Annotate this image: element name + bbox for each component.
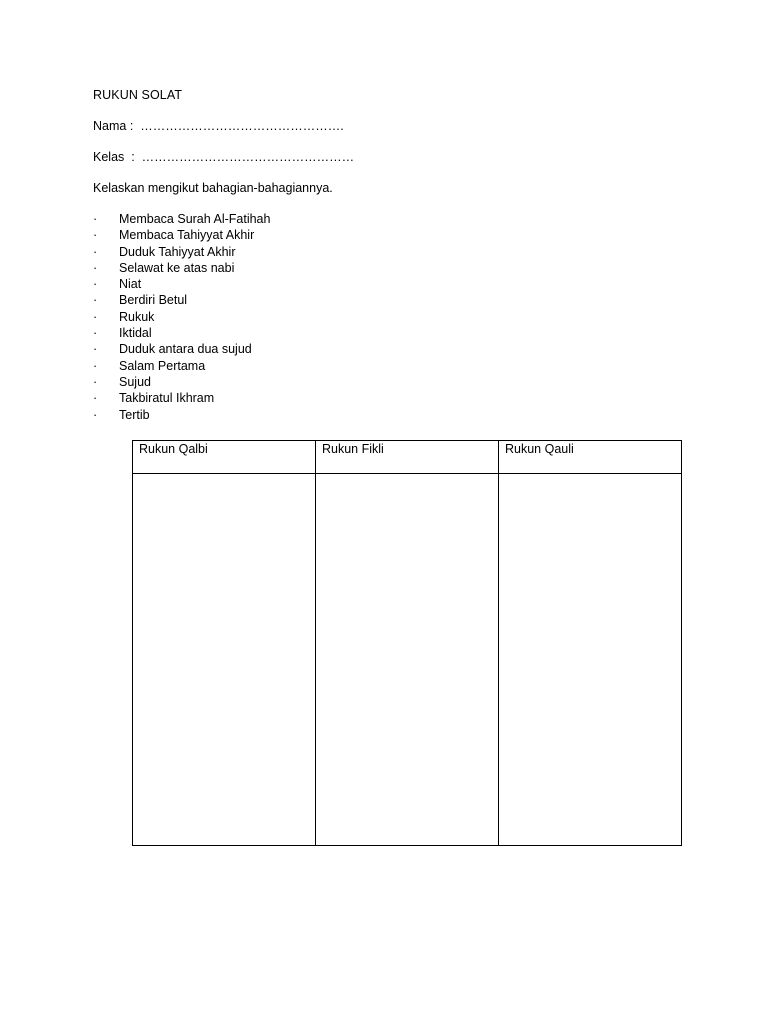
bullet-icon: ·: [93, 228, 98, 243]
list-item-label: Membaca Surah Al-Fatihah: [119, 212, 271, 226]
header-rukun-qauli: Rukun Qauli: [499, 441, 682, 474]
list-item-label: Niat: [119, 277, 142, 292]
bullet-icon: ·: [93, 260, 98, 275]
bullet-icon: ·: [93, 358, 98, 373]
list-item-label: Iktidal: [119, 326, 152, 341]
bullet-icon: ·: [93, 293, 98, 308]
nama-field: Nama : ………………………………………….: [93, 119, 344, 133]
bullet-icon: ·: [93, 326, 98, 341]
list-item-label: Duduk Tahiyyat Akhir: [119, 244, 236, 259]
answer-cell-rukun-qalbi[interactable]: [133, 474, 316, 846]
kelas-field: Kelas : ……………………………………………: [93, 150, 355, 164]
page-title: RUKUN SOLAT: [93, 88, 183, 102]
bullet-icon: ·: [93, 342, 98, 357]
list-item-label: Duduk antara dua sujud: [119, 342, 252, 357]
list-item-label: Takbiratul Ikhram: [119, 391, 215, 406]
list-item-label: Berdiri Betul: [119, 293, 188, 308]
list-item-label: Tertib: [119, 407, 150, 422]
bullet-icon: ·: [93, 407, 98, 422]
bullet-icon: ·: [93, 277, 98, 292]
classification-table: [132, 440, 682, 846]
list-item-label: Salam Pertama: [119, 358, 206, 373]
header-rukun-qalbi: Rukun Qalbi: [133, 441, 316, 474]
answer-cell-rukun-qauli[interactable]: [499, 474, 682, 846]
list-item-label: Membaca Tahiyyat Akhir: [119, 228, 255, 243]
bullet-icon: ·: [93, 244, 98, 259]
list-item-label: Sujud: [119, 374, 151, 389]
bullet-icon: ·: [93, 212, 98, 226]
table-header-row: [133, 441, 682, 474]
list-item-label: Rukuk: [119, 309, 155, 324]
bullet-icon: ·: [93, 374, 98, 389]
bullet-icon: ·: [93, 309, 98, 324]
header-rukun-fikli: Rukun Fikli: [316, 441, 499, 474]
list-item-label: Selawat ke atas nabi: [119, 260, 235, 275]
answer-cell-rukun-fikli[interactable]: [316, 474, 499, 846]
table-row: [133, 474, 682, 846]
bullet-icon: ·: [93, 391, 98, 406]
instruction-text: Kelaskan mengikut bahagian-bahagiannya.: [93, 181, 333, 195]
